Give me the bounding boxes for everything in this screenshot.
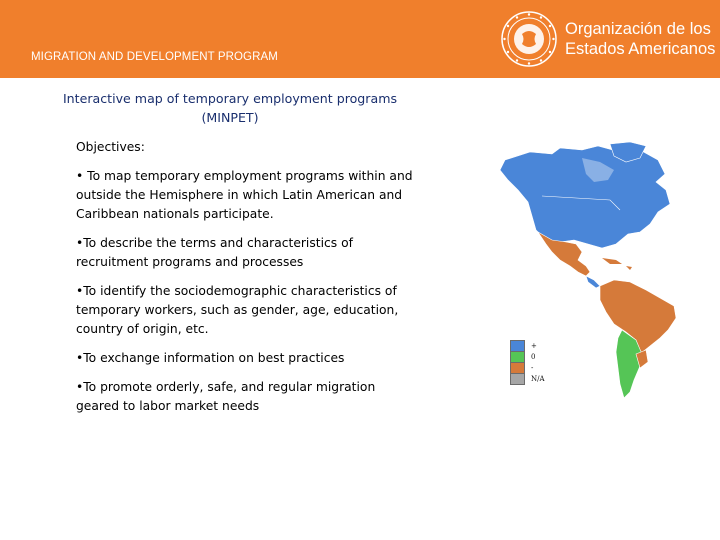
map-legend: [510, 340, 545, 384]
objective-item: •To exchange information on best practices: [76, 351, 345, 365]
objectives-block: [76, 138, 416, 426]
legend-label: 0: [531, 352, 536, 361]
org-name-line1: Organización de los: [565, 20, 711, 38]
legend-row: [510, 362, 545, 373]
legend-label: -: [531, 363, 534, 372]
objective-item: •To identify the sociodemographic characteristics of temporary workers, such as gender, age, education, country of origin, etc.: [76, 284, 399, 336]
legend-row: [510, 340, 545, 351]
legend-label: N/A: [531, 374, 545, 383]
header-bar: [0, 0, 720, 78]
objective-item: •To describe the terms and characteristics of recruitment programs and processes: [76, 236, 353, 269]
oas-seal-icon: [500, 10, 558, 68]
slide-title-line2: (MINPET): [201, 110, 259, 125]
legend-row: [510, 351, 545, 362]
program-name: MIGRATION AND DEVELOPMENT PROGRAM: [31, 51, 278, 63]
org-name-line2: Estados Americanos: [565, 40, 716, 58]
objective-item: • To map temporary employment programs within and outside the Hemisphere in which Latin American and Caribbean nationals participate.: [76, 169, 413, 221]
legend-row: [510, 373, 545, 384]
objective-item: •To promote orderly, safe, and regular migration geared to labor market needs: [76, 380, 376, 413]
legend-swatch-na: [510, 373, 525, 385]
objectives-heading: Objectives:: [76, 140, 145, 154]
legend-label: +: [531, 341, 537, 350]
org-name: [565, 19, 715, 59]
slide-title-line1: Interactive map of temporary employment programs: [62, 91, 398, 106]
slide-title: [40, 89, 420, 127]
